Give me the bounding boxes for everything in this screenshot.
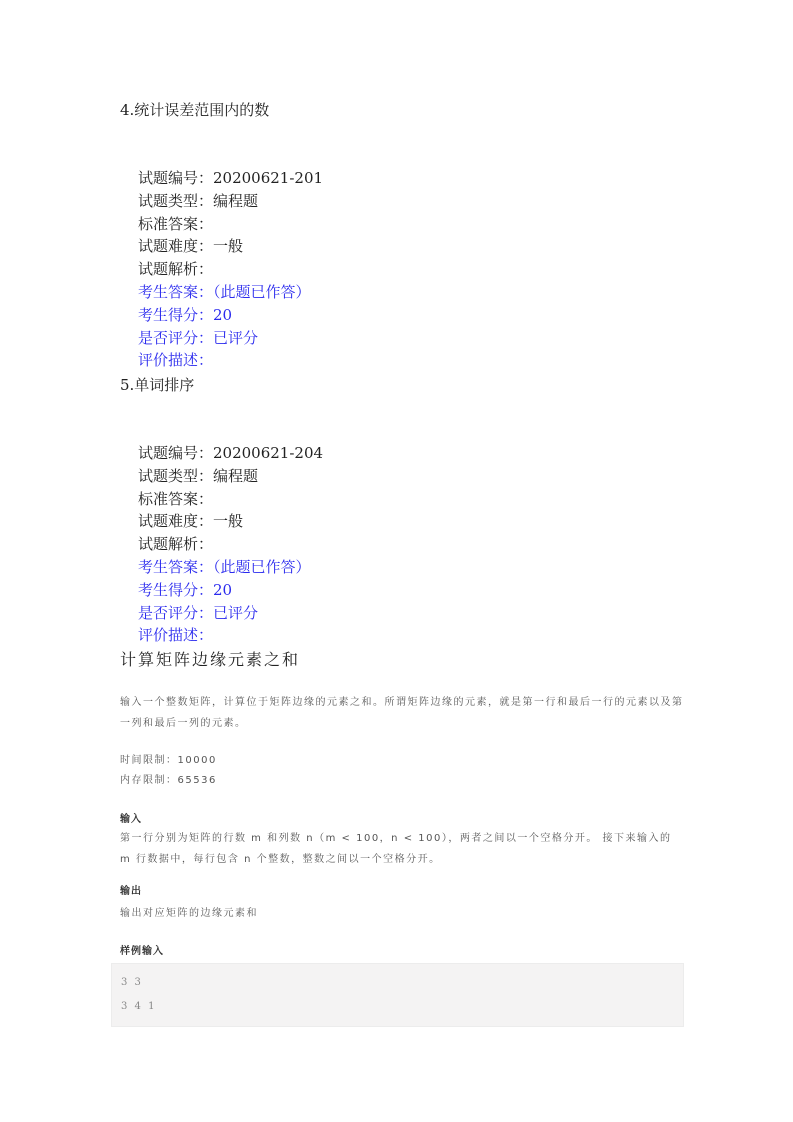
student-score: 考生得分：20 (138, 305, 233, 324)
input-description: 第一行分别为矩阵的行数 m 和列数 n（m < 100，n < 100），两者之间以一个空格分开。 接下来输入的 m 行数据中，每行包含 n 个整数，整数之间以一个空格分开。 (120, 833, 672, 865)
graded-status: 是否评分：已评分 (138, 328, 259, 347)
problem-description: 输入一个整数矩阵，计算位于矩阵边缘的元素之和。所谓矩阵边缘的元素，就是第一行和最后一行的元素以及第一列和最后一列的元素。 (120, 697, 684, 729)
problem-title: 计算矩阵边缘元素之和 (120, 650, 301, 669)
difficulty: 试题难度：一般 (138, 237, 244, 256)
time-limit: 时间限制：10000 (120, 755, 217, 766)
question-5-title: 5.单词排序 (120, 376, 195, 394)
memory-limit: 内存限制：65536 (120, 775, 217, 786)
analysis: 试题解析： (138, 535, 214, 554)
question-4-meta (138, 167, 323, 372)
sample-input-line: 3 3 (121, 977, 143, 988)
input-heading: 输入 (120, 814, 142, 825)
standard-answer: 标准答案： (138, 214, 214, 233)
question-id: 试题编号：20200621-204 (138, 444, 324, 462)
evaluation-comment: 评价描述： (138, 626, 214, 645)
question-5-meta (138, 442, 323, 647)
sample-input-block (111, 963, 684, 1027)
evaluation-comment: 评价描述： (138, 351, 214, 370)
output-description: 输出对应矩阵的边缘元素和 (120, 908, 258, 919)
question-id: 试题编号：20200621-201 (138, 169, 324, 187)
student-score: 考生得分：20 (138, 580, 233, 599)
standard-answer: 标准答案： (138, 489, 214, 508)
question-type: 试题类型：编程题 (138, 466, 259, 485)
sample-input-line: 3 4 1 (121, 1001, 157, 1012)
student-answer: 考生答案：（此题已作答） (138, 557, 311, 576)
output-heading: 输出 (120, 886, 142, 897)
analysis: 试题解析： (138, 260, 214, 279)
difficulty: 试题难度：一般 (138, 512, 244, 531)
graded-status: 是否评分：已评分 (138, 603, 259, 622)
question-type: 试题类型：编程题 (138, 191, 259, 210)
student-answer: 考生答案：（此题已作答） (138, 282, 311, 301)
question-4-title: 4.统计误差范围内的数 (120, 101, 270, 119)
sample-input-heading: 样例输入 (120, 946, 164, 957)
